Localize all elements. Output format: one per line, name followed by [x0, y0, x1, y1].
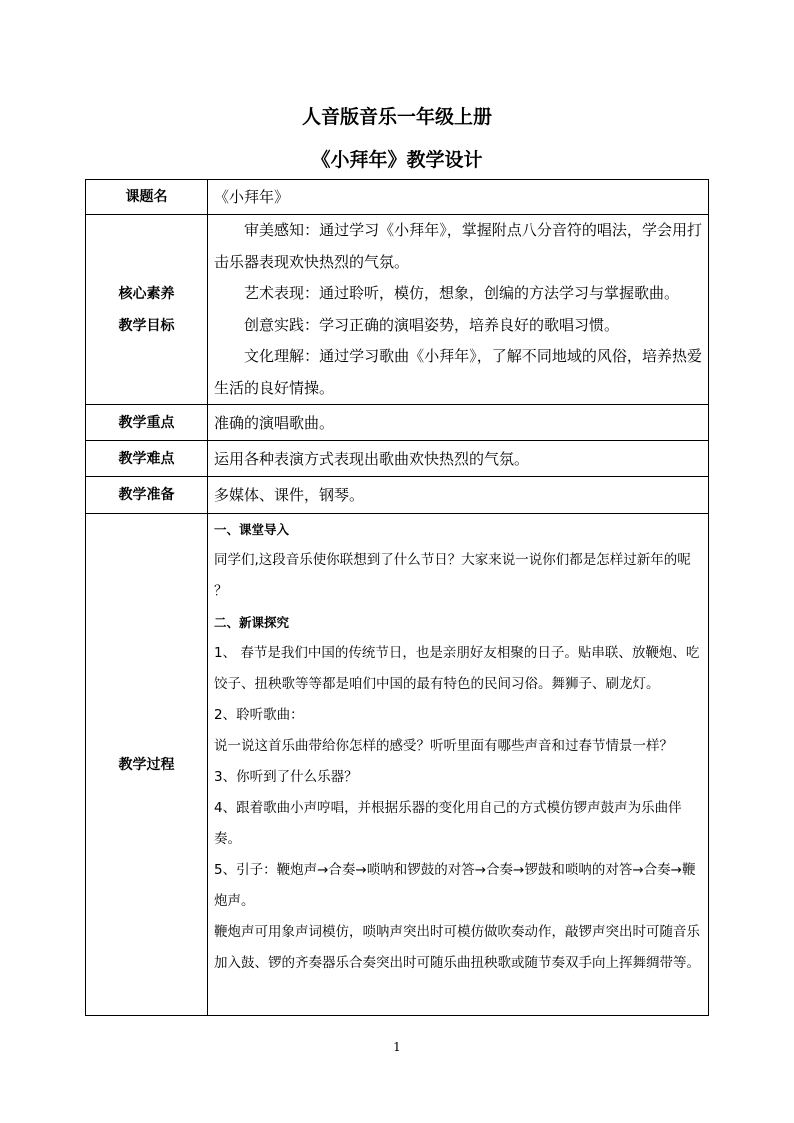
table-row-key-point: [86, 405, 709, 441]
process-line: 2、聆听歌曲：: [214, 707, 304, 723]
process-line: 鞭炮声可用象声词模仿，唢呐声突出时可模仿做吹奏动作，敲锣声突出时可随音乐加入鼓、锣的齐奏器乐合奏突出时可随乐曲扭秧歌或随节奏双手向上挥舞绸带等。: [214, 924, 700, 971]
process-line: 4、跟着歌曲小声哼唱，并根据乐器的变化用自己的方式模仿锣声鼓声为乐曲伴奏。: [214, 800, 682, 847]
process-heading-intro: 一、课堂导入: [214, 522, 290, 537]
goals-content: [208, 215, 709, 405]
table-row-topic: [86, 180, 709, 215]
process-line: 说一说这首乐曲带给你怎样的感受？听听里面有哪些声音和过春节情景一样？: [214, 738, 673, 754]
difficulty-value: 运用各种表演方式表现出歌曲欢快热烈的气氛。: [208, 441, 709, 477]
table-row-preparation: [86, 477, 709, 514]
goal-creative: 创意实践：学习正确的演唱姿势，培养良好的歌唱习惯。: [244, 315, 620, 334]
table-row-process: [86, 514, 709, 1016]
process-line: 5、引子：鞭炮声→合奏→唢呐和锣鼓的对答→合奏→锣鼓和唢呐的对答→合奏→鞭炮声。: [214, 862, 696, 909]
page-number: 1: [393, 1040, 401, 1054]
process-heading-new: 二、新课探究: [214, 615, 290, 630]
process-line: 3、你听到了什么乐器？: [214, 769, 358, 785]
preparation-label: 教学准备: [86, 477, 208, 514]
table-row-difficulty: [86, 441, 709, 477]
topic-value: 《小拜年》: [208, 180, 709, 215]
difficulty-label: 教学难点: [86, 441, 208, 477]
goal-artistic: 艺术表现：通过聆听，模仿，想象，创编的方法学习与掌握歌曲。: [244, 284, 680, 302]
table-row-goals: [86, 215, 709, 405]
document-title: 人音版音乐一年级上册: [301, 106, 492, 128]
preparation-value: 多媒体、课件，钢琴。: [208, 477, 709, 514]
key-point-label: 教学重点: [86, 405, 208, 441]
process-line: 同学们,这段音乐使你联想到了什么节日？大家来说一说你们都是怎样过新年的呢 ？: [214, 552, 691, 599]
goals-label-line1: 核心素养: [118, 285, 175, 302]
lesson-title: 《小拜年》教学设计: [311, 149, 483, 171]
process-line: 1、 春节是我们中国的传统节日，也是亲朋好友相聚的日子。贴串联、放鞭炮、吃饺子、扭秧歌等等都是咱们中国的最有特色的民间习俗。舞狮子、刷龙灯。: [214, 645, 700, 692]
process-label: 教学过程: [86, 514, 208, 1016]
goals-label: [86, 215, 208, 405]
key-point-value: 准确的演唱歌曲。: [208, 405, 709, 441]
goal-aesthetic: 审美感知：通过学习《小拜年》，掌握附点八分音符的唱法，学会用打击乐器表现欢快热烈的气氛。: [214, 221, 702, 271]
lesson-plan-table: [85, 179, 709, 1016]
goal-cultural: 文化理解：通过学习歌曲《小拜年》，了解不同地域的风俗，培养热爱生活的良好情操。: [214, 347, 702, 397]
goals-label-line2: 教学目标: [118, 317, 175, 334]
topic-label: 课题名: [86, 180, 208, 215]
process-content: [208, 514, 709, 1016]
